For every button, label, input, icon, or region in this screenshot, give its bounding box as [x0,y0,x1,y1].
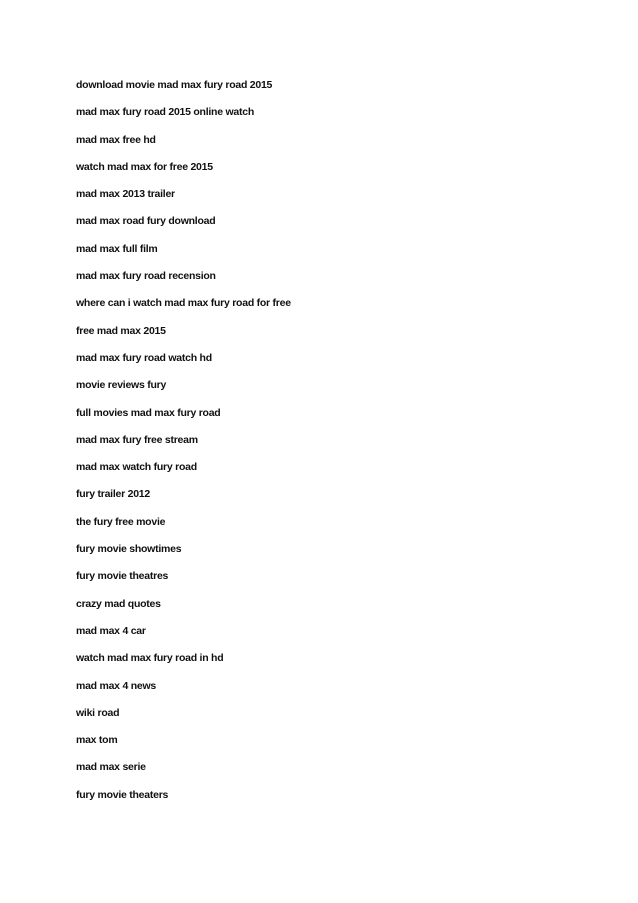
keyword-line: fury movie theaters [76,788,169,801]
keyword-list [76,79,291,816]
keyword-line: max tom [76,734,118,747]
keyword-line: free mad max 2015 [76,324,166,337]
keyword-line: mad max full film [76,242,158,255]
keyword-line: mad max road fury download [76,215,216,228]
keyword-line: crazy mad quotes [76,597,161,610]
keyword-line: full movies mad max fury road [76,406,221,419]
keyword-line: mad max free hd [76,133,156,146]
keyword-line: fury movie showtimes [76,543,182,556]
keyword-line: fury trailer 2012 [76,488,150,501]
keyword-line: mad max fury road 2015 online watch [76,106,254,119]
keyword-line: mad max fury road watch hd [76,351,212,364]
keyword-line: mad max 4 car [76,624,146,637]
keyword-line: wiki road [76,706,120,719]
keyword-line: mad max fury free stream [76,433,198,446]
keyword-line: the fury free movie [76,515,166,528]
keyword-line: where can i watch mad max fury road for free [76,297,291,310]
keyword-line: mad max watch fury road [76,461,197,474]
keyword-line: watch mad max for free 2015 [76,160,213,173]
keyword-line: watch mad max fury road in hd [76,652,224,665]
keyword-line: fury movie theatres [76,570,169,583]
keyword-line: movie reviews fury [76,379,167,392]
keyword-line: mad max 2013 trailer [76,188,175,201]
keyword-line: mad max serie [76,761,146,774]
keyword-line: mad max fury road recension [76,270,216,283]
keyword-line: download movie mad max fury road 2015 [76,79,273,91]
keyword-line: mad max 4 news [76,679,156,692]
